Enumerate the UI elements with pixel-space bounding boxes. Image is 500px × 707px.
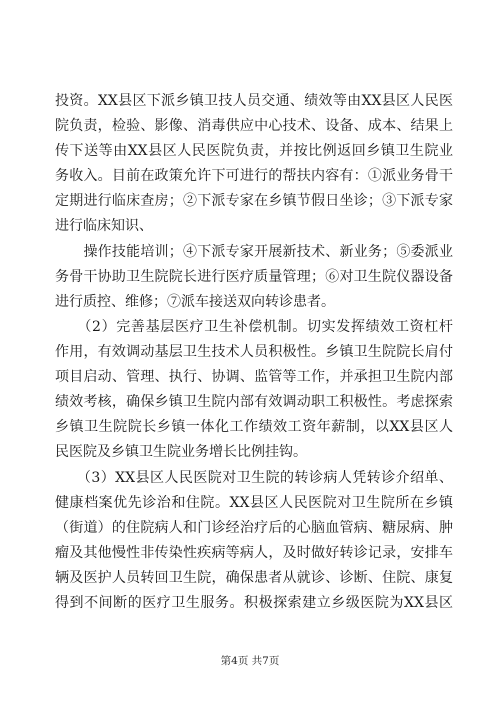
text-line: （街道）的住院病人和门诊经治疗后的心脑血管病、糖尿病、肿	[55, 520, 453, 536]
text-line: 乡镇卫生院院长乡镇一体化工作绩效工资年薪制，以XX县区人	[55, 419, 453, 435]
text-line: 定期进行临床查房；②下派专家在乡镇节假日坐诊；③下派专家	[55, 193, 453, 209]
text-line: 得到不间断的医疗卫生服务。积极探索建立乡级医院为XX县区	[55, 595, 453, 611]
text-line: 务骨干协助卫生院院长进行医疗质量管理；⑥对卫生院仪器设备	[55, 269, 453, 285]
text-line: 院负责，检验、影像、消毒供应中心技术、设备、成本、结果上	[55, 118, 453, 134]
text-line: 进行质控、维修；⑦派车接送双向转诊患者。	[55, 294, 335, 310]
page-footer: 第4页 共7页	[220, 655, 280, 667]
text-line: 传下送等由XX县区人民医院负责，并按比例返回乡镇卫生院业	[55, 143, 453, 159]
text-line: 民医院及乡镇卫生院业务增长比例挂钩。	[55, 444, 307, 460]
text-line: （3）XX县区人民医院对卫生院的转诊病人凭转诊介绍单、	[55, 470, 453, 486]
text-line: 绩效考核，确保乡镇卫生院内部有效调动职工积极性。考虑探索	[55, 394, 453, 410]
paragraph-3	[55, 315, 453, 465]
text-line: 瘤及其他慢性非传染性疾病等病人，及时做好转诊记录，安排车	[55, 545, 453, 561]
text-line: 投资。XX县区下派乡镇卫技人员交通、绩效等由XX县区人民医	[55, 93, 453, 109]
paragraph-4	[55, 466, 453, 616]
text-line: 进行临床知识、	[55, 218, 153, 234]
paragraph-1	[55, 89, 453, 239]
text-line: 务收入。目前在政策允许下可进行的帮扶内容有：①派业务骨干	[55, 168, 453, 184]
text-line: 项目启动、管理、执行、协调、监管等工作，并承担卫生院内部	[55, 369, 453, 385]
paragraph-2	[55, 240, 453, 315]
text-line: 辆及医护人员转回卫生院，确保患者从就诊、诊断、住院、康复	[55, 570, 453, 586]
text-line: 操作技能培训；④下派专家开展新技术、新业务；⑤委派业	[55, 244, 453, 260]
text-line: 作用，有效调动基层卫生技术人员积极性。乡镇卫生院院长肩付	[55, 344, 453, 360]
text-line: （2）完善基层医疗卫生补偿机制。切实发挥绩效工资杠杆	[55, 319, 453, 335]
text-line: 健康档案优先诊治和住院。XX县区人民医院对卫生院所在乡镇	[55, 495, 453, 511]
